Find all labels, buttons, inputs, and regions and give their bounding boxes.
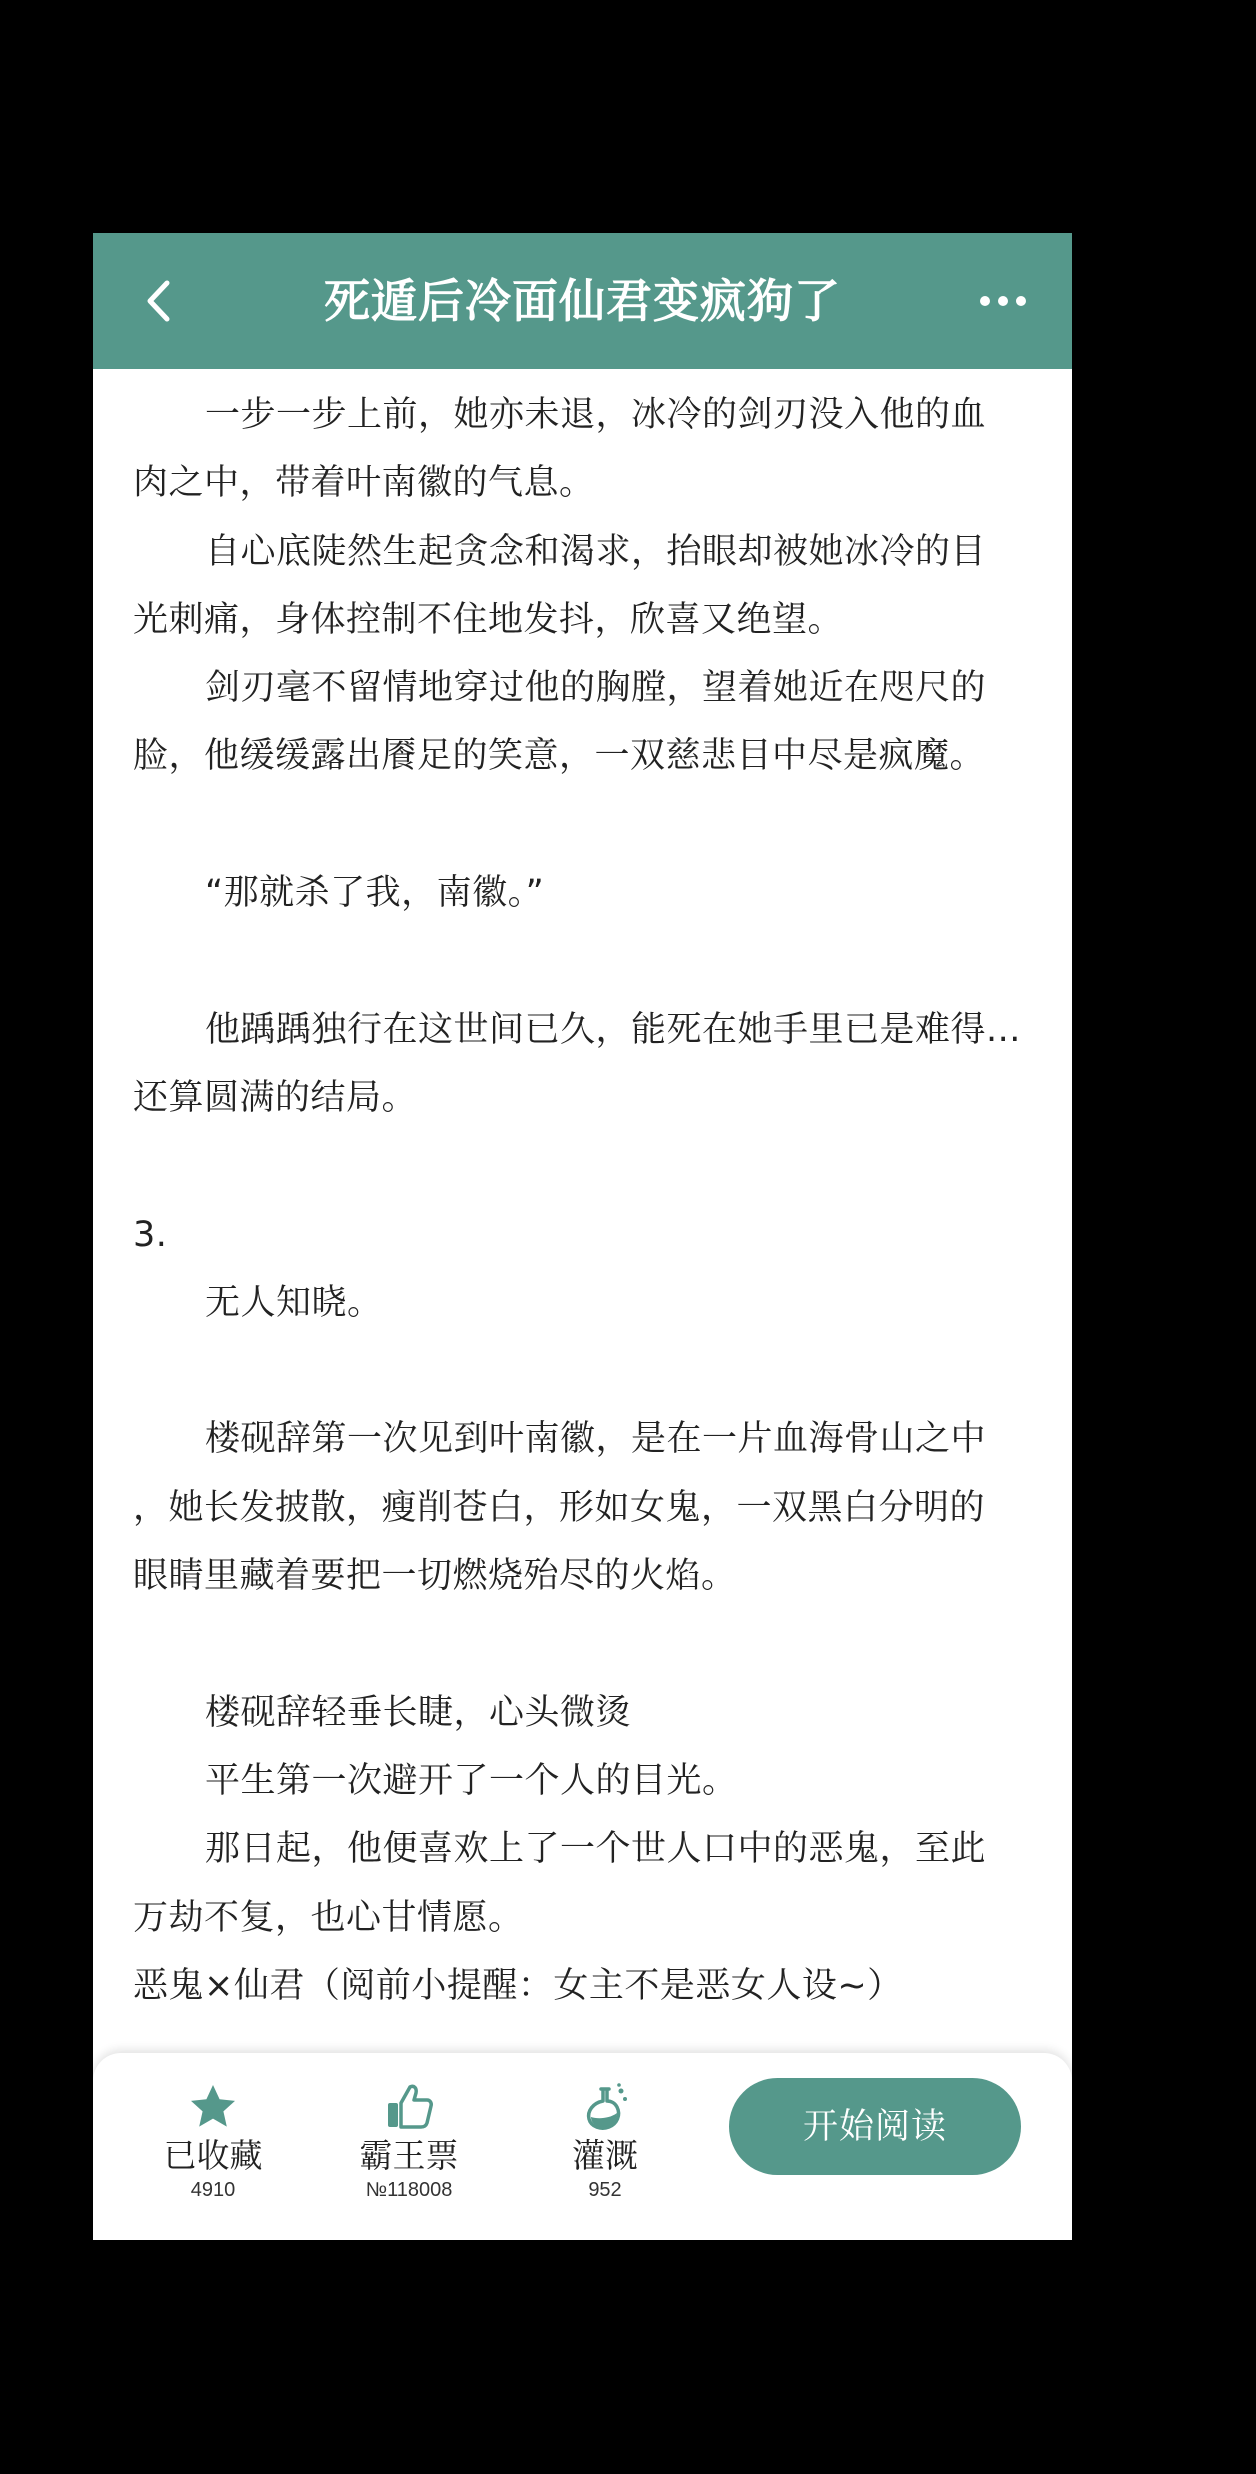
text-line: “那就杀了我，南徽。” xyxy=(205,873,545,914)
blank-line xyxy=(133,1610,1053,1678)
text-line: 3. xyxy=(133,1214,168,1255)
text-line: 平生第一次避开了一个人的目光。 xyxy=(205,1760,738,1801)
favorite-count: 4910 xyxy=(190,2179,236,2201)
text-line: 自心底陡然生起贪念和渴求，抬眼却被她冰冷的目 xyxy=(205,531,987,572)
watering-flask-icon xyxy=(579,2081,631,2133)
favorite-label: 已收藏 xyxy=(163,2136,263,2175)
text-line: 他踽踽独行在这世间已久，能死在她手里已是难得... xyxy=(205,1009,1021,1050)
thumbs-up-icon xyxy=(383,2081,435,2133)
book-title: 死遁后冷面仙君变疯狗了 xyxy=(324,274,841,328)
star-icon xyxy=(187,2081,239,2133)
text-line: 万劫不复，也心甘情愿。 xyxy=(133,1897,524,1938)
text-line: 恶鬼×仙君（阅前小提醒：女主不是恶女人设~） xyxy=(133,1965,903,2006)
start-reading-button[interactable]: 开始阅读 xyxy=(729,2078,1021,2175)
chevron-left-icon xyxy=(133,271,193,331)
water-label: 灌溉 xyxy=(572,2136,638,2175)
text-line: ，她长发披散，瘦削苍白，形如女鬼，一双黑白分明的 xyxy=(133,1487,986,1528)
text-line: 楼砚辞轻垂长睫，心头微烫 xyxy=(205,1692,632,1733)
water-count: 952 xyxy=(588,2179,622,2201)
more-button[interactable] xyxy=(976,279,1030,323)
water-button[interactable] xyxy=(525,2081,685,2203)
blank-line xyxy=(133,791,1053,859)
text-line: 一步一步上前，她亦未退，冰冷的剑刃没入他的血 xyxy=(205,395,987,435)
text-line: 肉之中，带着叶南徽的气息。 xyxy=(133,463,595,504)
favorite-button[interactable] xyxy=(133,2081,293,2203)
text-line: 脸，他缓缓露出餍足的笑意，一双慈悲目中尽是疯魔。 xyxy=(133,736,986,777)
blank-line xyxy=(133,1132,1053,1200)
chapter-text xyxy=(133,381,1053,2020)
text-line: 那日起，他便喜欢上了一个世人口中的恶鬼，至此 xyxy=(205,1829,987,1870)
more-dots-icon xyxy=(976,279,1030,323)
blank-line xyxy=(133,1337,1053,1405)
bottom-action-bar xyxy=(93,2053,1072,2240)
text-line: 无人知晓。 xyxy=(205,1282,383,1323)
text-line: 光刺痛，身体控制不住地发抖，欣喜又绝望。 xyxy=(133,599,844,640)
vote-button[interactable] xyxy=(329,2081,489,2203)
text-line: 眼睛里藏着要把一切燃烧殆尽的火焰。 xyxy=(133,1556,737,1597)
vote-count: №118008 xyxy=(365,2179,453,2201)
back-button[interactable] xyxy=(133,271,193,331)
app-screen xyxy=(93,233,1072,2240)
text-line: 还算圆满的结局。 xyxy=(133,1077,418,1118)
top-bar xyxy=(93,233,1072,369)
text-line: 楼砚辞第一次见到叶南徽，是在一片血海骨山之中 xyxy=(205,1419,987,1460)
vote-label: 霸王票 xyxy=(359,2136,459,2175)
text-line: 剑刃毫不留情地穿过他的胸膛，望着她近在咫尺的 xyxy=(205,668,987,709)
blank-line xyxy=(133,927,1053,995)
